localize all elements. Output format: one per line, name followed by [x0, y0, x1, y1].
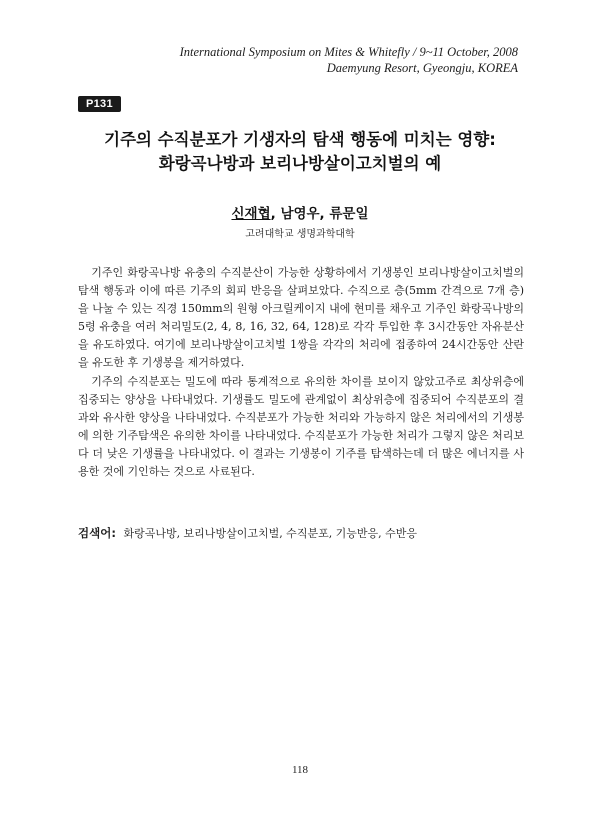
keywords — [78, 524, 538, 543]
title-line-1: 기주의 수직분포가 기생자의 탐색 행동에 미치는 영향: — [104, 130, 496, 149]
author-list — [0, 202, 600, 222]
abstract-paragraph-2: 기주의 수직분포는 밀도에 따라 통계적으로 유의한 차이를 보이지 않았고주로 최상위층에 집중되는 양상을 나타내었다. 기생률도 밀도에 관계없이 최상위층에 집중되어 수직분포의 결과와 유사한 양상을 나타내었다. 수직분포가 가능한 처리와 가능하지 않은 처리에서의 기생봉에 의한 기주탐색은 유의한 차이를 나타내었다. 수직분포가 가능한 처리가 그렇지 않은 처리보다 더 낮은 기생률을 나타내었다. 이 결과는 기생봉이 기주를 탐색하는데 더 많은 에너지를 사용한 것에 기인하는 것으로 사료된다. — [78, 374, 524, 479]
affiliation: 고려대학교 생명과학대학 — [245, 229, 355, 240]
poster-id-badge: P131 — [78, 96, 121, 112]
conference-header — [180, 44, 518, 76]
conference-venue: Daemyung Resort, Gyeongju, KOREA — [326, 61, 518, 75]
abstract-paragraph-1: 기주인 화랑곡나방 유충의 수직분산이 가능한 상황하에서 기생봉인 보리나방살이고치벌의 탐색 행동과 이에 따른 기주의 회피 반응을 살펴보았다. 수직으로 층(5mm 간격으로 7개 층)을 나눌 수 있는 직경 150mm의 원형 아크릴케이지 내에 현미를 채우고 기주인 화랑곡나방의 5령 유충을 여러 처리밀도(2, 4, 8, 16, 32, 64, 128)로 각각 투입한 후 3시간동안 자유분산을 유도하였다. 여기에 보리나방살이고치벌 1쌍을 각각의 처리에 접종하여 24시간동안 산란을 유도한 후 기생봉을 제거하였다. — [78, 266, 524, 370]
title-line-2: 화랑곡나방과 보리나방살이고치벌의 예 — [158, 154, 442, 173]
first-author: 신재협 — [231, 206, 271, 222]
conference-name: International Symposium on Mites & Whitefly / 9~11 October, 2008 — [179, 45, 518, 59]
keywords-label: 검색어: — [78, 526, 116, 540]
co-authors: , 남영우, 류문일 — [270, 206, 369, 222]
page-number: 118 — [291, 764, 309, 776]
abstract-body — [78, 264, 524, 481]
paper-title — [60, 128, 540, 176]
keywords-text: 화랑곡나방, 보리나방살이고치벌, 수직분포, 기능반응, 수반응 — [123, 527, 418, 540]
